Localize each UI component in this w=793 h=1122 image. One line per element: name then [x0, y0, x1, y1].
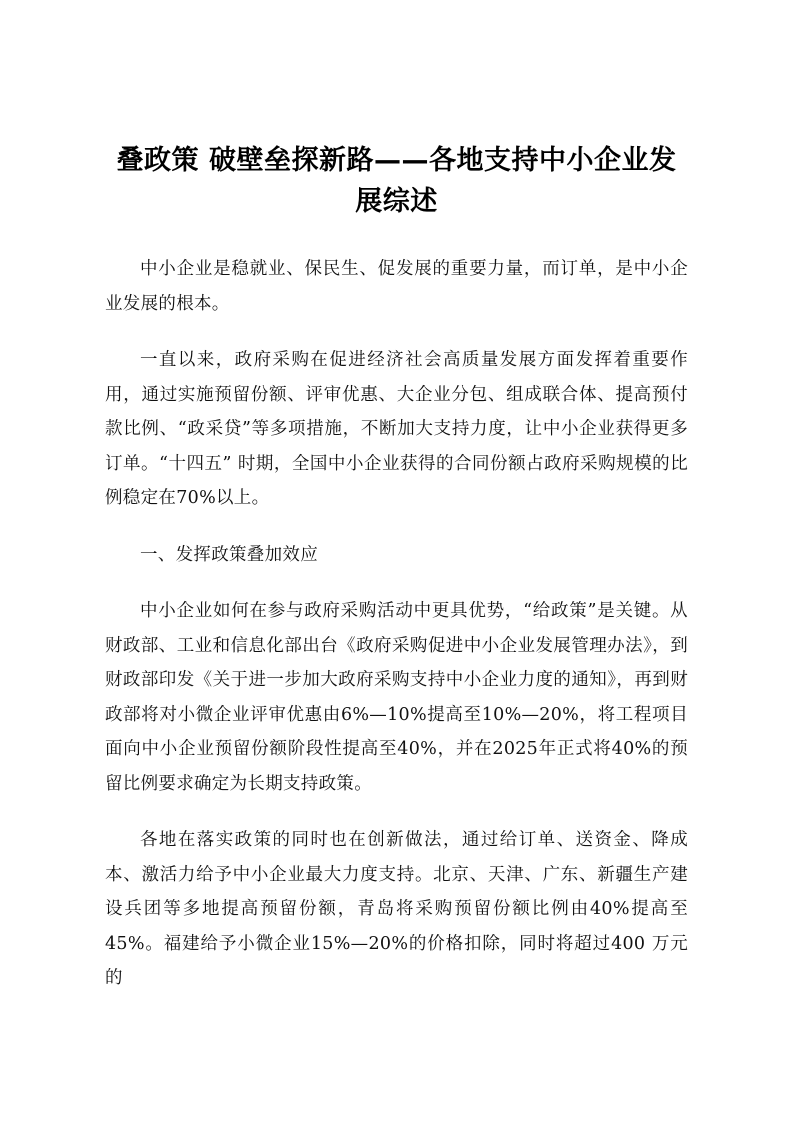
- paragraph-procurement-role: 一直以来，政府采购在促进经济社会高质量发展方面发挥着重要作用，通过实施预留份额、评审优惠、大企业分包、组成联合体、提高预付款比例、“政采贷”等多项措施，不断加大支持力度，让中小企业获得更多订单。“十四五” 时期，全国中小企业获得的合同份额占政府采购规模的比例稳定在70%以上。: [105, 350, 688, 508]
- paragraph-policy: 中小企业如何在参与政府采购活动中更具优势，“给政策”是关键。从财政部、工业和信息化部出台《政府采购促进中小企业发展管理办法》，到财政部印发《关于进一步加大政府采购支持中小企业力度的通知》，再到财政部将对小微企业评审优惠由6%—10%提高至10%—20%，将工程项目面向中小企业预留份额阶段性提高至40%，并在2025年正式将40%的预留比例要求确定为长期支持政策。: [105, 601, 688, 794]
- document-body: [105, 252, 688, 1018]
- document-title: 叠政策 破壁垒探新路——各地支持中小企业发展综述: [116, 145, 677, 217]
- paragraph-local-practices: 各地在落实政策的同时也在创新做法，通过给订单、送资金、降成本、激活力给予中小企业最大力度支持。北京、天津、广东、新疆生产建设兵团等多地提高预留份额，青岛将采购预留份额比例由40%提高至45%。福建给予小微企业15%—20%的价格扣除，同时将超过400 万元的: [105, 830, 688, 988]
- paragraph-intro: 中小企业是稳就业、保民生、促发展的重要力量，而订单，是中小企业发展的根本。: [105, 259, 688, 314]
- section-heading: 一、发挥政策叠加效应: [140, 544, 318, 565]
